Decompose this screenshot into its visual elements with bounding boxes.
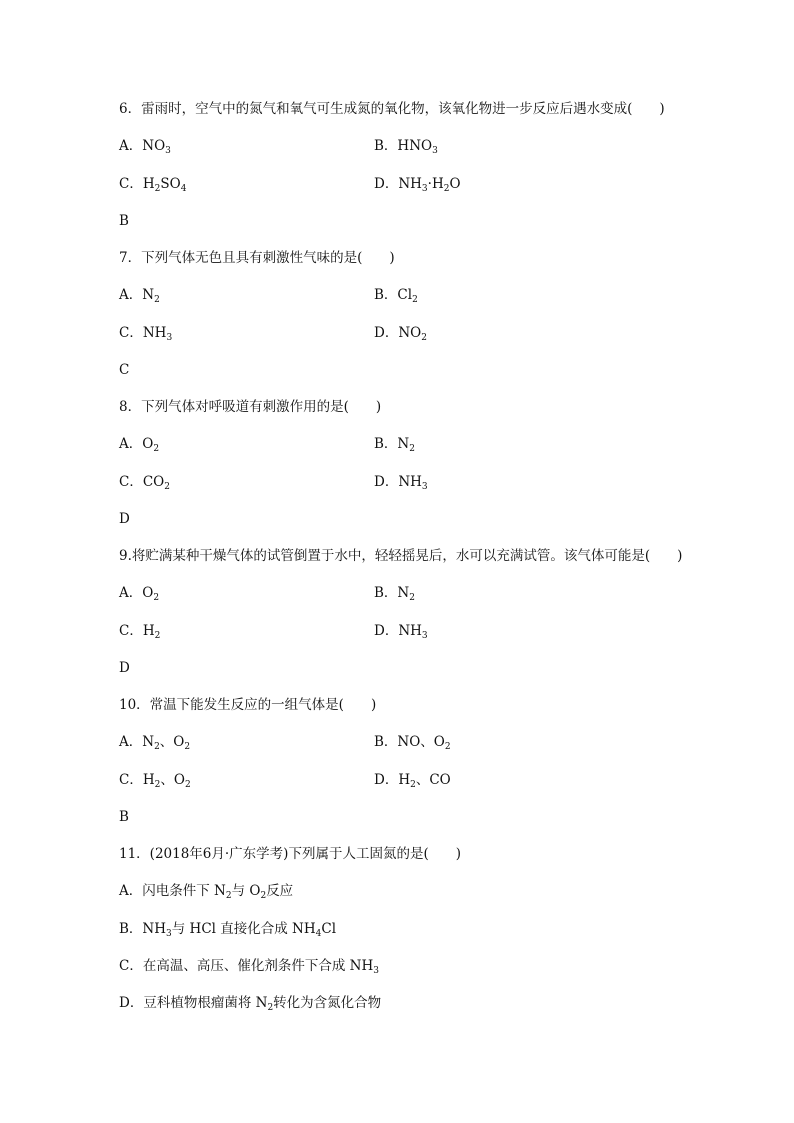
option-label: C． bbox=[119, 958, 143, 974]
option-label: B． bbox=[374, 287, 398, 303]
question-6-option-c bbox=[119, 175, 186, 193]
question-8-option-d bbox=[374, 473, 428, 491]
question-9-option-c bbox=[119, 622, 160, 640]
option-text: $NH_3$与 HCl 直接化合成 $NH_4Cl$ bbox=[142, 921, 337, 939]
option-label: C． bbox=[119, 772, 143, 788]
option-label: B． bbox=[374, 585, 398, 601]
question-9-option-b bbox=[374, 584, 415, 602]
question-11-option-a bbox=[119, 882, 293, 900]
question-6-option-a bbox=[119, 137, 171, 155]
option-label: D． bbox=[374, 176, 399, 192]
option-text: $NO_2$ bbox=[398, 325, 427, 343]
option-label: D． bbox=[119, 995, 144, 1011]
option-text: NO、$O_2$ bbox=[397, 734, 451, 752]
question-6-option-b bbox=[374, 137, 438, 155]
question-8-option-a bbox=[119, 435, 159, 453]
option-text: $H_2$、CO bbox=[398, 772, 451, 790]
option-text: $CO_2$ bbox=[142, 474, 170, 492]
option-text: $N_2$ bbox=[142, 287, 160, 305]
question-7-option-a bbox=[119, 286, 160, 304]
question-6-option-d bbox=[374, 175, 461, 193]
question-8-option-c bbox=[119, 473, 170, 491]
question-11-option-b bbox=[119, 920, 336, 938]
option-label: A． bbox=[119, 585, 143, 601]
question-7-option-c bbox=[119, 324, 172, 342]
option-text: $NH_3$ bbox=[398, 474, 428, 492]
option-text: $N_2$、$O_2$ bbox=[142, 734, 191, 752]
option-label: A． bbox=[119, 734, 143, 750]
question-9-answer: D bbox=[119, 660, 130, 676]
option-text: $NH_3$ bbox=[398, 623, 428, 641]
option-label: A． bbox=[119, 436, 143, 452]
option-label: C． bbox=[119, 325, 143, 341]
option-text: $NH_3\cdot H_2O$ bbox=[398, 176, 461, 194]
question-10-stem: 10．常温下能发生反应的一组气体是( ) bbox=[119, 697, 377, 713]
option-label: A． bbox=[119, 883, 143, 899]
option-label: C． bbox=[119, 623, 143, 639]
question-6-answer: B bbox=[119, 213, 129, 229]
option-label: D． bbox=[374, 474, 399, 490]
option-text: 豆科植物根瘤菌将 $N_2$转化为含氮化合物 bbox=[143, 995, 382, 1013]
option-text: 闪电条件下 $N_2$与 $O_2$反应 bbox=[142, 883, 294, 901]
question-11-option-d bbox=[119, 994, 381, 1012]
option-label: C． bbox=[119, 176, 143, 192]
question-8-option-b bbox=[374, 435, 415, 453]
option-text: $O_2$ bbox=[142, 436, 160, 454]
option-text: $N_2$ bbox=[397, 585, 415, 603]
option-text: $H_2$、$O_2$ bbox=[142, 772, 191, 790]
option-text: $NH_3$ bbox=[142, 325, 173, 343]
question-9-stem: 9.将贮满某种干燥气体的试管倒置于水中，轻轻摇晃后，水可以充满试管。该气体可能是( ) bbox=[119, 548, 683, 564]
option-label: D． bbox=[374, 325, 399, 341]
question-9-option-a bbox=[119, 584, 159, 602]
question-10-option-a bbox=[119, 733, 190, 751]
option-label: B． bbox=[374, 734, 398, 750]
question-8-answer: D bbox=[119, 511, 130, 527]
question-11-option-c bbox=[119, 957, 379, 975]
question-7-stem: 7．下列气体无色且具有刺激性气味的是( ) bbox=[119, 250, 395, 266]
question-9-option-d bbox=[374, 622, 428, 640]
option-text: 在高温、高压、催化剂条件下合成 $NH_3$ bbox=[142, 958, 379, 976]
question-7-option-b bbox=[374, 286, 418, 304]
question-10-option-d bbox=[374, 771, 451, 789]
question-6-stem: 6．雷雨时，空气中的氮气和氧气可生成氮的氧化物，该氧化物进一步反应后遇水变成( ) bbox=[119, 101, 665, 117]
option-text: $N_2$ bbox=[397, 436, 415, 454]
option-text: $HNO_3$ bbox=[397, 138, 438, 156]
option-label: D． bbox=[374, 623, 399, 639]
question-10-option-c bbox=[119, 771, 191, 789]
option-text: $NO_3$ bbox=[142, 138, 171, 156]
option-text: $H_2SO_4$ bbox=[142, 176, 187, 194]
question-7-option-d bbox=[374, 324, 427, 342]
option-label: A． bbox=[119, 138, 143, 154]
question-10-option-b bbox=[374, 733, 451, 751]
question-7-answer: C bbox=[119, 362, 130, 378]
question-10-answer: B bbox=[119, 809, 129, 825]
option-label: D． bbox=[374, 772, 399, 788]
option-label: A． bbox=[119, 287, 143, 303]
option-label: C． bbox=[119, 474, 143, 490]
option-label: B． bbox=[119, 921, 143, 937]
option-label: B． bbox=[374, 436, 398, 452]
option-text: $Cl_2$ bbox=[397, 287, 418, 305]
option-text: $O_2$ bbox=[142, 585, 160, 603]
question-11-stem: 11．(2018年6月·广东学考)下列属于人工固氮的是( ) bbox=[119, 846, 461, 862]
question-8-stem: 8．下列气体对呼吸道有刺激作用的是( ) bbox=[119, 399, 382, 415]
option-label: B． bbox=[374, 138, 398, 154]
option-text: $H_2$ bbox=[142, 623, 161, 641]
